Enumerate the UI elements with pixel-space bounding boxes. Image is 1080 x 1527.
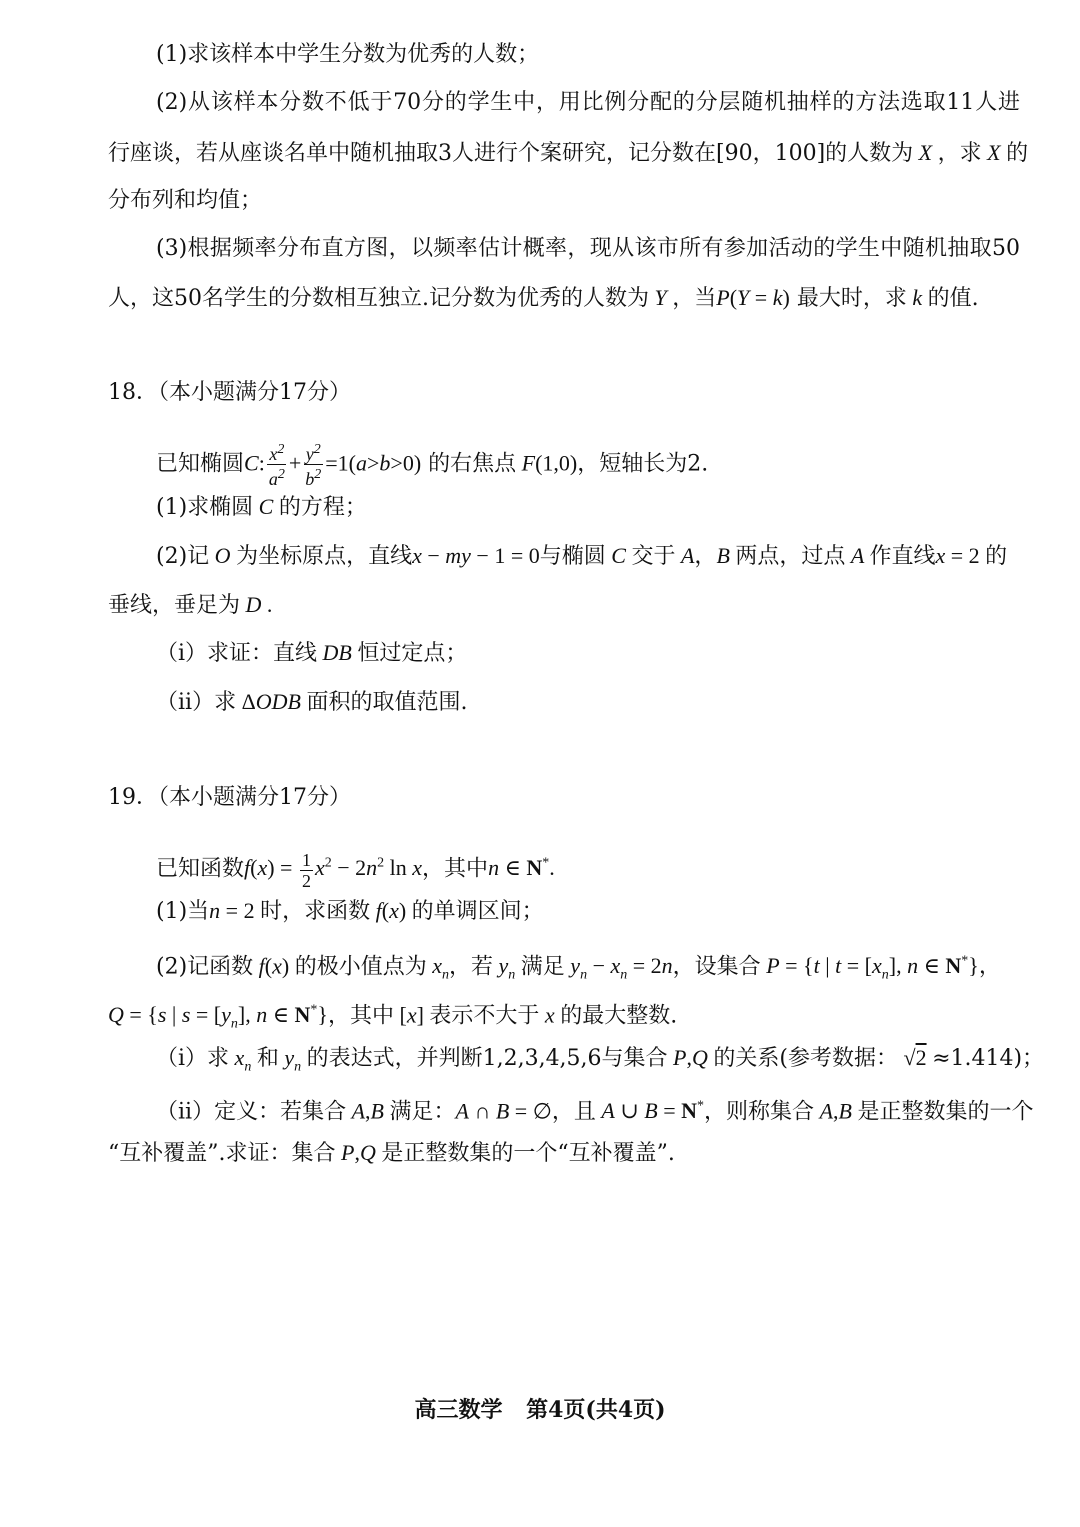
sets-A-B-ref: A,B <box>819 1098 852 1124</box>
q19-sub2-text-2b: 是正整数集的一个“互补覆盖”. <box>381 1141 675 1166</box>
q18-part2-text-line2: 垂线，垂足为 <box>108 593 241 618</box>
q18-part1-text-a: (1)求椭圆 <box>156 495 254 520</box>
fx-ref: f(x) <box>375 898 412 923</box>
q18-sub2-text-a: （ⅱ）求 <box>156 690 237 715</box>
q18-sub2 <box>156 687 467 718</box>
q19-part2-text-2b: ，其中 <box>327 1003 394 1029</box>
var-X: X <box>913 140 938 165</box>
q17-part3-text-2d: 的值. <box>927 286 979 311</box>
ellipse-C: C <box>244 450 259 476</box>
line-DB: DB <box>317 640 358 665</box>
q17-part2-text-2c: 的 <box>1006 141 1029 166</box>
var-X: X <box>981 140 1007 165</box>
sets-P-Q: P,Q <box>673 1045 708 1070</box>
prob-expression: P(Y = k) <box>716 285 790 310</box>
n-equals-2: n = 2 <box>209 898 261 923</box>
q19-part1-text-c: 的单调区间； <box>411 899 544 924</box>
q17-part2-text-1: (2)从该样本分数不低于70分的学生中，用比例分配的分层随机抽样的方法选取11人进 <box>156 90 1020 115</box>
triangle-ODB: ΔODB <box>236 689 301 714</box>
intersection-empty: A ∩ B = ∅ <box>455 1098 552 1124</box>
q19-sub2-text-a: （ⅱ）定义：若集合 <box>156 1099 347 1125</box>
q19-sub1-text-c: 的表达式，并判断1,2,3,4,5,6与集合 <box>306 1046 668 1071</box>
q19-part2-text-2d: 的最大整数. <box>560 1003 678 1029</box>
q19-part1-text-b: 时，求函数 <box>260 899 371 924</box>
yn-minus-xn: $y_n - x_n = 2n$ <box>570 953 673 983</box>
q17-part2-line2 <box>108 138 1028 169</box>
q19-sub2-text-b: 满足： <box>389 1099 456 1125</box>
q19-sub1-text-e: ≈1.414)； <box>932 1046 1045 1071</box>
q17-part3-text-2c: 最大时，求 <box>796 286 907 311</box>
q19-part2-text-a: (2)记函数 <box>156 954 254 980</box>
focus-F: F(1,0) <box>521 450 578 476</box>
set-Q: Q = {s | $s = [y_n]$, n ∈ N*} <box>108 1002 328 1032</box>
line-equation: x − my − 1 = 0 <box>412 543 540 568</box>
function-definition: f(x) = $\frac{1}{2}$ $x^2 - 2n^2$ ln x <box>244 849 423 891</box>
q18-part2-text-f: 作直线 <box>869 544 936 569</box>
q19-stem <box>156 842 555 891</box>
q18-part2-line1: (2)记 O 为坐标原点，直线x − my − 1 = 0与椭圆 C 交于 A，B 两点，过点 A 作直线x = 2 的 <box>156 543 1008 569</box>
ellipse-C-ref: C <box>253 494 279 519</box>
q19-stem-text-b: ，其中 <box>422 856 489 882</box>
n-in-N-star: n ∈ N*. <box>488 855 555 881</box>
line-x-2: x = 2 <box>935 543 986 568</box>
q17-part3-line2 <box>108 283 979 314</box>
q19-heading: 19．（本小题满分17分） <box>108 785 351 810</box>
q19-part2-text-2c: 表示不大于 <box>429 1003 540 1029</box>
q19-sub2-text-2a: “互补覆盖”.求证：集合 <box>108 1141 336 1166</box>
q19-part1 <box>156 896 544 927</box>
q17-part1-text: (1)求该样本中学生分数为优秀的人数； <box>156 42 540 67</box>
q17-part2-text-3: 分布列和均值； <box>108 188 263 213</box>
point-B: B <box>716 543 736 568</box>
q19-sub1-text-b: 和 <box>256 1046 279 1071</box>
point-D: D <box>240 592 267 617</box>
q18-stem-text-b: 的右焦点 <box>428 451 517 477</box>
q18-part1-text-b: 的方程； <box>278 495 367 520</box>
union-N-star: A ∪ B = N* <box>601 1098 705 1124</box>
footer-page-number: 第4页(共4页) <box>526 1397 666 1423</box>
y-n-ref: $y_n$ <box>284 1045 302 1075</box>
fraction-one-half: $\frac{1}{2}$ <box>301 849 311 891</box>
q17-part3-text-2a: 人，这50名学生的分数相互独立.记分数为优秀的人数为 <box>108 286 649 311</box>
x-n-ref: $x_n$ <box>234 1045 252 1075</box>
q19-part2-line1 <box>156 947 1001 991</box>
q18-part2-text-a: (2)记 <box>156 544 210 569</box>
page-footer <box>0 1393 1080 1424</box>
points-A-B: A <box>675 543 695 568</box>
q19-part2-text-e: ，设集合 <box>672 954 761 980</box>
q19-sub1-text-d: 的关系(参考数据： <box>713 1046 898 1071</box>
sets-P-Q-ref: P,Q <box>341 1140 376 1165</box>
q19-sub2-line1 <box>156 1092 1033 1127</box>
q19-part2-text-b: 的极小值点为 <box>294 954 427 980</box>
q17-part3-text-2b: ，当 <box>672 286 717 311</box>
q19-part2-text-c: ，若 <box>449 954 494 980</box>
q17-part1 <box>156 40 539 70</box>
sqrt-2: √2 <box>897 1045 927 1070</box>
var-k: k <box>906 285 928 310</box>
q18-part1 <box>156 492 367 523</box>
q18-part2-text-c: 与椭圆 <box>539 544 606 569</box>
q18-sub1 <box>156 638 467 669</box>
q19-sub2-text-e: 是正整数集的一个 <box>857 1099 1034 1125</box>
set-P: P = {t | $t = [x_n]$, n ∈ N*}， <box>766 953 1001 983</box>
fx-ref2: f(x) <box>258 953 295 979</box>
ellipse-C-ref2: C <box>605 543 632 568</box>
q18-sub2-text-b: 面积的取值范围. <box>306 690 468 715</box>
floor-x: [x] <box>393 1002 430 1028</box>
q18-heading: 18．（本小题满分17分） <box>108 380 351 405</box>
point-A: A <box>845 543 870 568</box>
q18-stem-text-a: 已知椭圆 <box>156 451 245 477</box>
x-n: $x_n$ <box>432 953 449 983</box>
q19-sub2-text-c: ，且 <box>551 1099 596 1125</box>
q19-part1-text-a: (1)当 <box>156 899 210 924</box>
q18-part2-text-e: 两点，过点 <box>735 544 846 569</box>
q18-stem-text-c: ，短轴长为2. <box>577 451 709 477</box>
q18-part2-text-g: 的 <box>985 544 1008 569</box>
q18-part2-text-b: 为坐标原点，直线 <box>236 544 413 569</box>
q18-part2-text-d: 交于 <box>631 544 676 569</box>
q19-part2-text-d: 满足 <box>520 954 565 980</box>
q18-part2-line2: 垂线，垂足为 D . <box>108 592 273 618</box>
var-Y: Y <box>649 285 673 310</box>
q18-sub1-text-a: （ⅰ）求证：直线 <box>156 641 318 666</box>
q17-part3-text-1: (3)根据频率分布直方图，以频率估计概率，现从该市所有参加活动的学生中随机抽取50 <box>156 236 1020 261</box>
q19-sub2-line2 <box>108 1138 675 1169</box>
footer-subject: 高三数学 <box>414 1397 503 1423</box>
q17-part2-text-2b: ，求 <box>937 141 982 166</box>
q18-stem: 已知椭圆C: $\frac{x^2}{a^2}$ + $\frac{y^2}{b^2}$ =1(a>b>0) 的右焦点 F(1,0)，短轴长为2. <box>156 442 709 489</box>
var-x: x <box>539 1002 561 1028</box>
fraction-y2-b2: $\frac{y^2}{b^2}$ <box>305 442 322 489</box>
origin-O: O <box>209 543 237 568</box>
y-n: $y_n$ <box>498 953 516 983</box>
q17-part3-line1 <box>156 234 1020 264</box>
q17-part2-line3 <box>108 186 262 216</box>
q19-part2-line2 <box>108 996 677 1040</box>
q18-sub1-text-b: 恒过定点； <box>357 641 468 666</box>
fraction-x2-a2: $\frac{x^2}{a^2}$ <box>268 442 285 489</box>
q19-sub1 <box>156 1043 1044 1082</box>
q19-sub2-text-d: ，则称集合 <box>704 1099 815 1125</box>
q17-part2-text-2a: 行座谈，若从座谈名单中随机抽取3人进行个案研究，记分数在[90，100]的人数为 <box>108 141 914 166</box>
q17-part2-line1 <box>156 88 1020 118</box>
q19-sub1-text-a: （ⅰ）求 <box>156 1046 230 1071</box>
sets-A-B: A,B <box>351 1098 384 1124</box>
q19-stem-text-a: 已知函数 <box>156 856 245 882</box>
